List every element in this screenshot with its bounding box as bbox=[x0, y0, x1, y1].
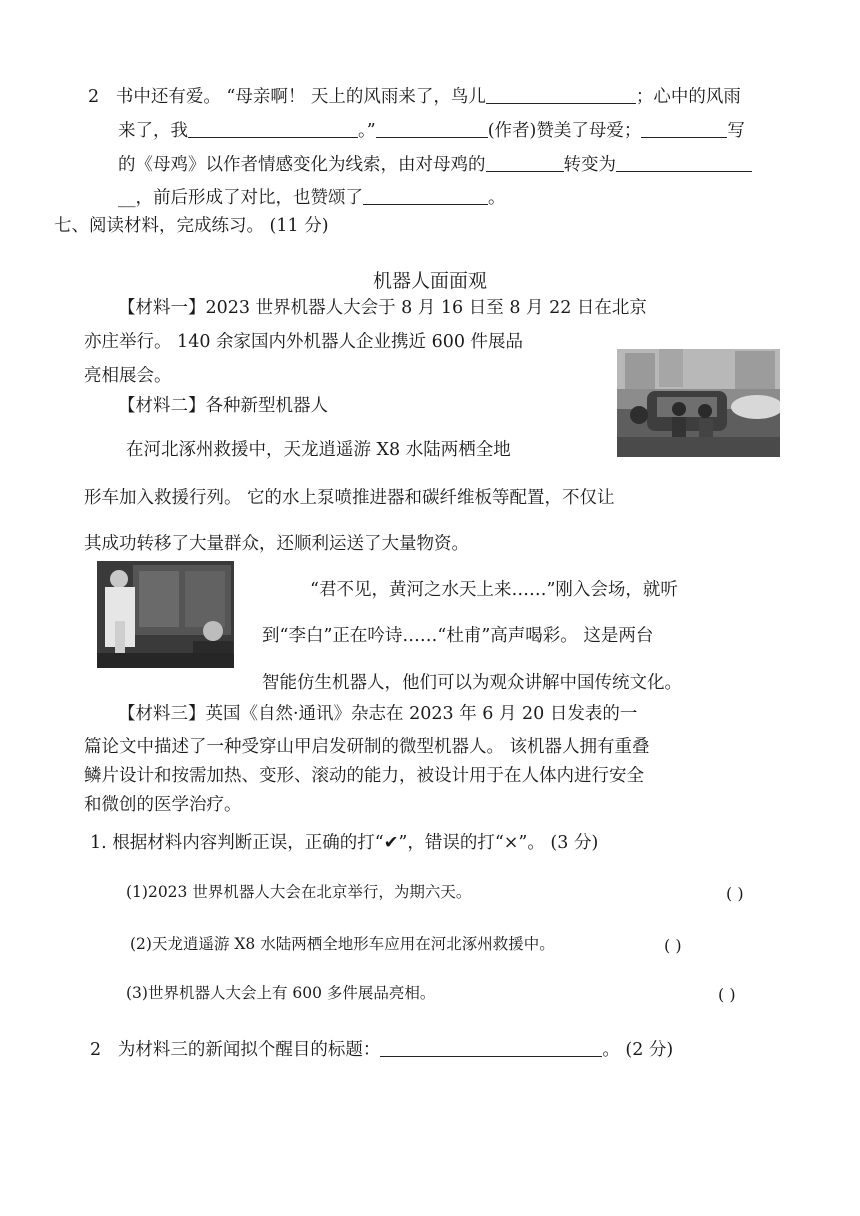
bionic-robots-photo bbox=[97, 561, 234, 668]
question-2-tail: 。 (2 分) bbox=[602, 1040, 674, 1060]
material2-heading: 【材料二】各种新型机器人 bbox=[118, 396, 328, 416]
material1-line2: 亦庄举行。 140 余家国内外机器人企业携近 600 件展品 bbox=[84, 332, 524, 352]
question-1: 1. 根据材料内容判断正误，正确的打“✔”，错误的打“×”。 (3 分) bbox=[90, 833, 599, 853]
material3-line1: 【材料三】英国《自然·通讯》杂志在 2023 年 6 月 20 日发表的一 bbox=[118, 704, 638, 724]
question-1-item-1: (1)2023 世界机器人大会在北京举行，为期六天。 bbox=[126, 883, 472, 901]
question-1-item-2: (2)天龙逍遥游 X8 水陆两栖全地形车应用在河北涿州救援中。 bbox=[130, 935, 555, 953]
answer-blank[interactable] bbox=[486, 87, 636, 104]
article-title: 机器人面面观 bbox=[372, 270, 487, 292]
prev-q2-line2 bbox=[118, 121, 745, 141]
section-heading: 七、阅读材料，完成练习。 (11 分) bbox=[54, 216, 329, 236]
answer-blank[interactable] bbox=[363, 188, 488, 205]
prev-q2-text-2b: 。” bbox=[358, 121, 376, 141]
prev-q2-text-3a: 的《母鸡》以作者情感变化为线索，由对母鸡的 bbox=[118, 155, 486, 175]
answer-blank[interactable] bbox=[641, 121, 727, 138]
question-1-item-3: (3)世界机器人大会上有 600 多件展品亮相。 bbox=[126, 984, 436, 1002]
prev-q2-text-4b: 。 bbox=[488, 188, 506, 208]
prev-q2-text-1b: ；心中的风雨 bbox=[635, 87, 741, 107]
prev-q2-text-1a: 书中还有爱。 “母亲啊！ 天上的风雨来了，鸟儿 bbox=[115, 87, 486, 107]
question-2-text: 为材料三的新闻拟个醒目的标题： bbox=[117, 1040, 381, 1060]
prev-q2-line1 bbox=[88, 87, 741, 107]
material2-line1: 在河北涿州救援中，天龙逍遥游 X8 水陆两栖全地 bbox=[126, 440, 511, 460]
material2-para2-line3: 智能仿生机器人，他们可以为观众讲解中国传统文化。 bbox=[262, 673, 682, 693]
prev-q2-text-3b: 转变为 bbox=[563, 155, 616, 175]
question-2 bbox=[90, 1040, 673, 1060]
material2-para2-line2: 到“李白”正在吟诗……“杜甫”高声喝彩。 这是两台 bbox=[262, 626, 654, 646]
prev-q2-text-2c: (作者)赞美了母爱； bbox=[487, 121, 642, 141]
answer-blank[interactable] bbox=[376, 121, 488, 138]
prev-q2-text-2d: 写 bbox=[727, 121, 745, 141]
prev-q2-number: 2 bbox=[88, 87, 100, 107]
answer-parenthesis-2[interactable]: ( ) bbox=[664, 936, 682, 955]
prev-q2-text-2a: 来了，我 bbox=[118, 121, 188, 141]
material2-line2: 形车加入救援行列。 它的水上泵喷推进器和碳纤维板等配置，不仅让 bbox=[84, 488, 615, 508]
material2-para2-line1: “君不见，黄河之水天上来……”刚入会场，就听 bbox=[310, 580, 678, 600]
answer-blank[interactable] bbox=[188, 121, 358, 138]
answer-parenthesis-1[interactable]: ( ) bbox=[726, 884, 744, 903]
material3-line2: 篇论文中描述了一种受穿山甲启发研制的微型机器人。 该机器人拥有重叠 bbox=[84, 737, 650, 757]
material3-line4: 和微创的医学治疗。 bbox=[84, 795, 242, 815]
material1-line3: 亮相展会。 bbox=[84, 366, 172, 386]
material2-line3: 其成功转移了大量群众，还顺利运送了大量物资。 bbox=[84, 534, 469, 554]
answer-blank[interactable] bbox=[616, 155, 752, 172]
material3-line3: 鳞片设计和按需加热、变形、滚动的能力，被设计用于在人体内进行安全 bbox=[84, 766, 644, 786]
answer-parenthesis-3[interactable]: ( ) bbox=[718, 985, 736, 1004]
prev-q2-line4 bbox=[118, 188, 506, 208]
amphibious-vehicle-photo bbox=[617, 349, 780, 457]
question-2-number: 2 bbox=[90, 1040, 102, 1060]
answer-blank[interactable] bbox=[486, 155, 564, 172]
prev-q2-text-4a: __，前后形成了对比，也赞颂了 bbox=[118, 188, 363, 208]
prev-q2-line3 bbox=[118, 155, 752, 175]
material1-line1: 【材料一】2023 世界机器人大会于 8 月 16 日至 8 月 22 日在北京 bbox=[118, 298, 647, 318]
title-answer-blank[interactable] bbox=[380, 1040, 602, 1057]
